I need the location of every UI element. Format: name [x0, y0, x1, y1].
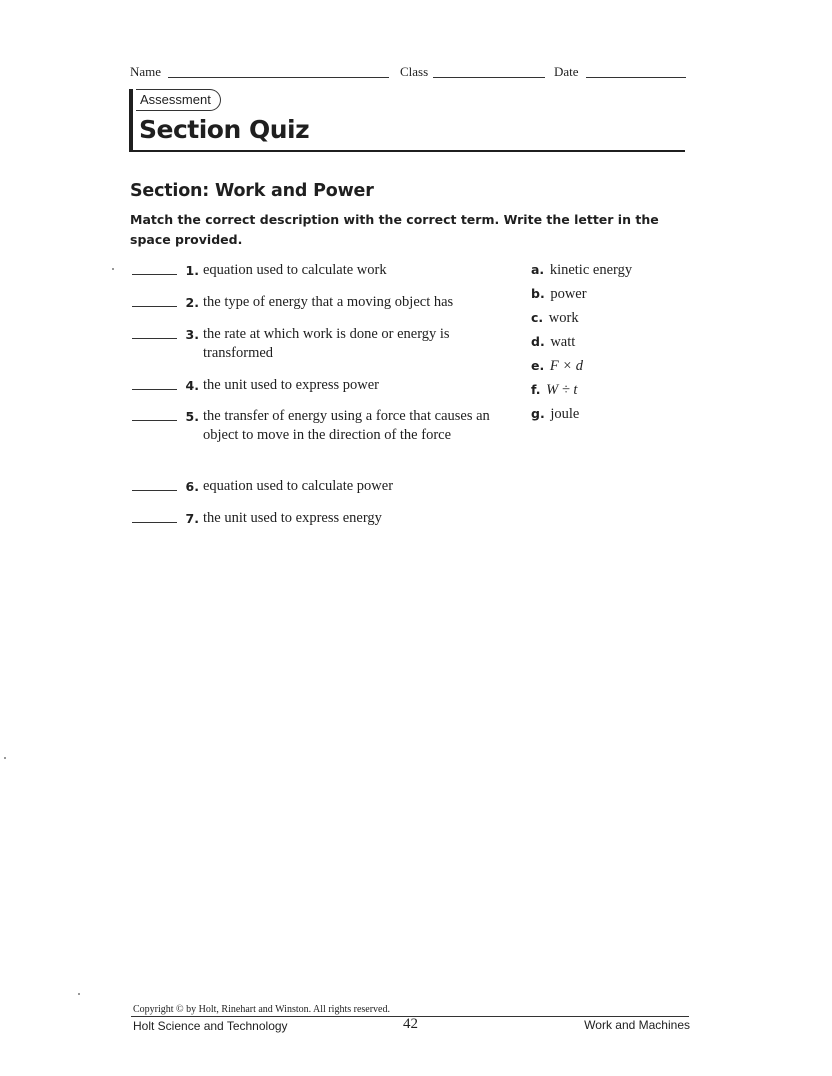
choice-d	[531, 332, 681, 356]
class-label: Class	[400, 64, 429, 79]
choice-letter: a.	[531, 262, 545, 277]
question-number: 1.	[185, 263, 199, 278]
question-text: the type of energy that a moving object has	[203, 294, 454, 310]
question-text: equation used to calculate work	[203, 262, 387, 278]
student-info-fields	[130, 62, 686, 82]
answer-blank-2[interactable]	[132, 306, 177, 307]
question-text: the unit used to express energy	[203, 510, 382, 526]
section-heading: Section: Work and Power	[130, 181, 374, 201]
choice-term: kinetic energy	[549, 262, 633, 278]
choice-g	[531, 404, 681, 428]
name-label: Name	[130, 64, 162, 79]
page-number: 42	[403, 1016, 418, 1032]
choice-f	[531, 380, 681, 404]
scan-speck	[78, 993, 80, 995]
instructions: Match the correct description with the correct term. Write the letter in the space provided.	[130, 212, 659, 247]
assessment-tag: Assessment	[136, 89, 221, 111]
question-number: 7.	[185, 511, 199, 526]
choice-letter: f.	[531, 382, 541, 397]
chapter-name: Work and Machines	[584, 1018, 690, 1032]
choice-term: watt	[550, 334, 576, 350]
choice-c	[531, 308, 681, 332]
banner-bar	[129, 89, 133, 152]
choice-a	[531, 260, 681, 284]
answer-blank-1[interactable]	[132, 274, 177, 275]
class-field[interactable]	[433, 77, 545, 78]
question-text: the transfer of energy using a force that causes an object to move in the direction of the force	[203, 408, 490, 443]
choice-letter: d.	[531, 334, 545, 349]
choice-e	[531, 356, 681, 380]
question-text: equation used to calculate power	[203, 478, 394, 494]
choice-letter: g.	[531, 406, 545, 421]
answer-blank-4[interactable]	[132, 389, 177, 390]
publisher-name: Holt Science and Technology	[133, 1019, 288, 1033]
scan-speck	[4, 757, 6, 759]
name-field[interactable]	[168, 77, 389, 78]
date-field[interactable]	[586, 77, 686, 78]
choice-term: joule	[550, 406, 580, 422]
question-number: 4.	[185, 378, 199, 393]
question-number: 6.	[185, 479, 199, 494]
question-number: 5.	[185, 409, 199, 424]
choice-letter: c.	[531, 310, 544, 325]
choice-term: F × d	[549, 358, 584, 374]
choice-letter: b.	[531, 286, 545, 301]
date-label: Date	[554, 64, 579, 79]
choice-term: power	[550, 286, 587, 302]
copyright-notice: Copyright © by Holt, Rinehart and Winston. All rights reserved.	[133, 1004, 390, 1015]
title-divider	[129, 150, 685, 152]
choice-term: work	[548, 310, 579, 326]
choice-term: W ÷ t	[546, 382, 578, 398]
question-text: the rate at which work is done or energy is transformed	[203, 326, 450, 361]
question-number: 3.	[185, 327, 199, 342]
answer-choices	[531, 260, 681, 428]
page-title: Section Quiz	[139, 115, 310, 144]
question-number: 2.	[185, 295, 199, 310]
question-text: the unit used to express power	[203, 377, 379, 393]
answer-blank-5[interactable]	[132, 420, 177, 421]
answer-blank-7[interactable]	[132, 522, 177, 523]
choice-b	[531, 284, 681, 308]
scan-speck	[112, 268, 114, 270]
choice-letter: e.	[531, 358, 545, 373]
answer-blank-3[interactable]	[132, 338, 177, 339]
answer-blank-6[interactable]	[132, 490, 177, 491]
